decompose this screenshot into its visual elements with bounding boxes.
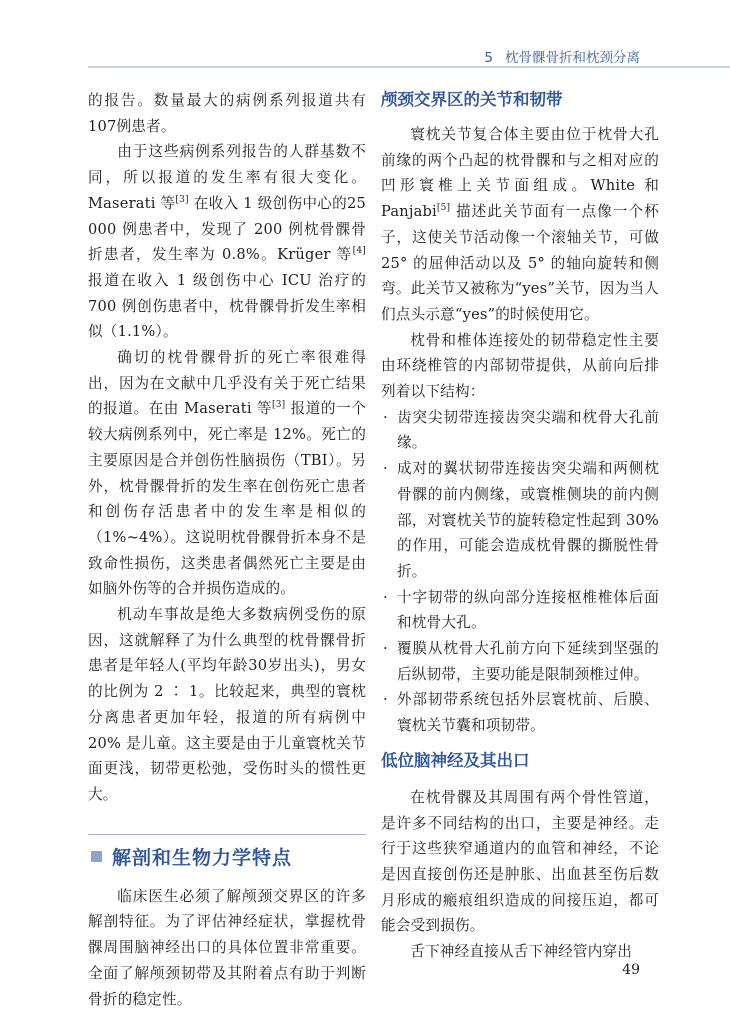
- paragraph: 在枕骨髁及其周围有两个骨性管道，是许多不同结构的出口，主要是神经。走行于这些狭窄通道内的血管和神经，不论是因直接创伤还是肿胀、出血甚至伤后数月形成的瘢痕组织造成的间接压迫，都可能会受到损伤。: [381, 788, 659, 935]
- citation: [4]: [352, 246, 366, 257]
- list-item: · 齿突尖韧带连接齿突尖端和枕骨大孔前缘。: [381, 405, 659, 456]
- bullet-icon: ·: [383, 640, 388, 658]
- paragraph: 枕骨和椎体连接处的韧带稳定性主要由环绕椎管的内部韧带提供，从前向后排列着以下结构：: [381, 331, 659, 401]
- bullet-icon: ·: [383, 408, 388, 426]
- list-item: · 外部韧带系统包括外层寰枕前、后膜、寰枕关节囊和项韧带。: [381, 687, 659, 738]
- paragraph: 机动车事故是绝大多数病例受伤的原因，这就解释了为什么典型的枕骨髁骨折患者是年轻人(平均年龄30岁出头)，男女的比例为 2 ∶ 1。比较起来，典型的寰枕分离患者更加年轻，报道的所有病例中 20% 是儿童。这主要是由于儿童寰枕关节面更浅，韧带更松弛，受伤时头的惯性更大。: [88, 606, 366, 803]
- chapter-title: 枕骨髁骨折和枕颈分离: [505, 50, 640, 66]
- paragraph: 舌下神经直接从舌下神经管内穿出: [410, 943, 633, 961]
- list-item: · 成对的翼状韧带连接齿突尖端和两侧枕骨髁的前内侧缘，或寰椎侧块的前内侧部，对寰枕关节的旋转稳定性起到 30% 的作用，可能会造成枕骨髁的撕脱性骨折。: [381, 456, 659, 585]
- chapter-number: 5: [484, 50, 493, 66]
- paragraph: 的报告。数量最大的病例系列报道共有107例患者。: [88, 92, 366, 135]
- list-item: · 十字韧带的纵向部分连接枢椎椎体后面和枕骨大孔。: [381, 585, 659, 636]
- subsection-title: 低位脑神经及其出口: [381, 750, 530, 770]
- list-item: · 覆膜从枕骨大孔前方向下延续到坚强的后纵韧带，主要功能是限制颈椎过伸。: [381, 636, 659, 687]
- paragraph: 临床医生必须了解颅颈交界区的许多解剖特征。为了评估神经症状，掌握枕骨髁周围脑神经出口的具体位置非常重要。全面了解颅颈韧带及其附着点有助于判断骨折的稳定性。: [88, 887, 366, 1008]
- citation: [3]: [272, 400, 286, 411]
- section-heading: [88, 834, 366, 870]
- bullet-icon: ·: [383, 588, 388, 606]
- paragraph: 由于这些病例系列报告的人群基数不同，所以报道的发生率有很大变化。Maserati 等[3] 在收入 1 级创伤中心的25 000 例患者中，发现了 200 例枕骨髁骨折患者，发生率为 0.8%。Krüger 等[4] 报道在收入 1 级创伤中心 ICU 治疗的700 例创伤患者中，枕骨髁骨折发生率相似（1.1%）。: [88, 143, 366, 341]
- paragraph: 确切的枕骨髁骨折的死亡率很难得出，因为在文献中几乎没有关于死亡结果的报道。在由 Maserati 等[3] 报道的一个较大病例系列中，死亡率是 12%。死亡的主要原因是合并创伤性脑损伤（TBI）。另外，枕骨髁骨折的发生率在创伤死亡患者和创伤存活患者中的发生率是相似的（1%~4%）。这说明枕骨髁骨折本身不是致命性损伤，这类患者偶然死亡主要是由如脑外伤等的合并损伤造成的。: [88, 349, 366, 598]
- bullet-icon: ·: [383, 460, 388, 478]
- square-bullet-icon: [91, 851, 102, 862]
- bullet-icon: ·: [383, 691, 388, 709]
- right-column: [381, 88, 659, 965]
- running-header: [484, 46, 640, 66]
- citation: [5]: [436, 203, 451, 214]
- ligament-list: [381, 405, 659, 739]
- paragraph: 寰枕关节复合体主要由位于枕骨大孔前缘的两个凸起的枕骨髁和与之相对应的凹形寰椎上关节面组成。White 和 Panjabi[5] 描述此关节面有一点像一个杯子，这使关节活动像一个滚轴关节，可做 25° 的屈伸活动以及 5° 的轴向旋转和侧弯。此关节又被称为“yes”关节，因为当人们点头示意“yes”的时候使用它。: [381, 126, 659, 323]
- section-title: 解剖和生物力学特点: [112, 846, 293, 869]
- page-number: 49: [622, 962, 640, 978]
- left-column: [88, 88, 366, 1012]
- subsection-title: 颅颈交界区的关节和韧带: [381, 90, 563, 109]
- citation: [3]: [175, 194, 189, 205]
